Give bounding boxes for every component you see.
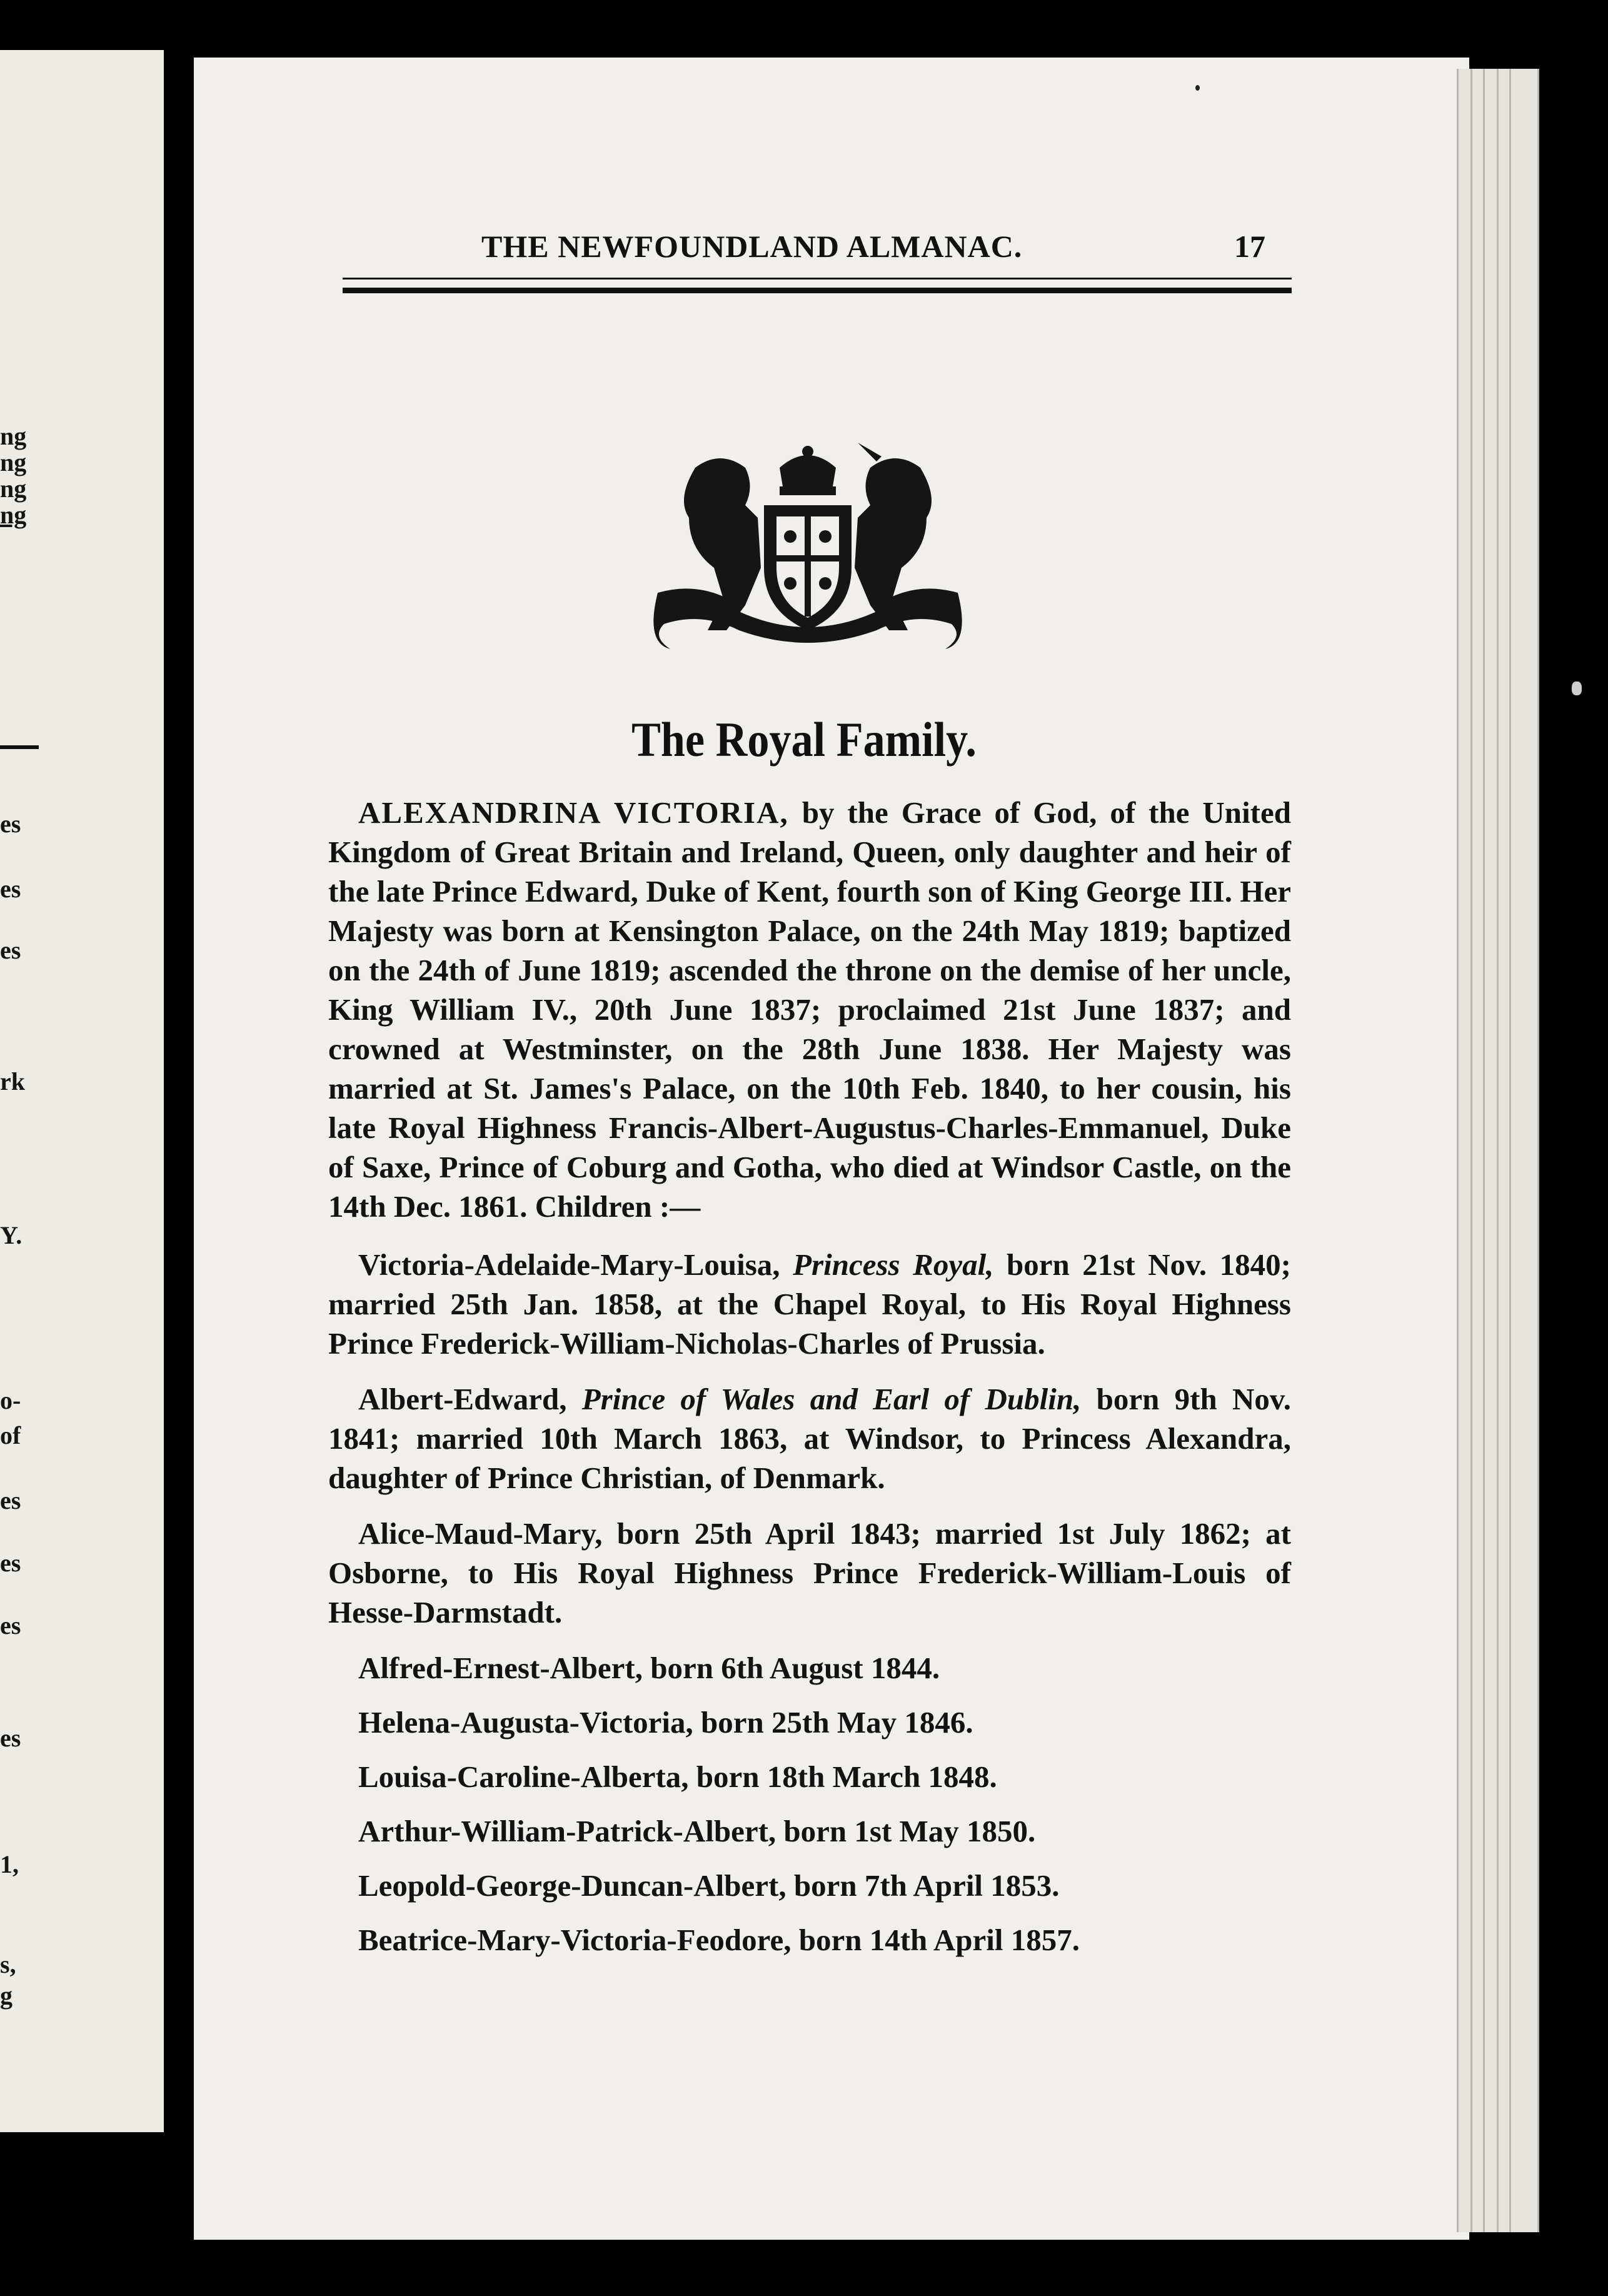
left-fragment: es	[0, 1611, 21, 1639]
royal-coat-of-arms-icon	[651, 443, 964, 655]
left-fragment: es	[0, 810, 21, 838]
paper-blemish	[1572, 682, 1582, 695]
left-fragment: ng	[0, 501, 27, 529]
left-fragment: es	[0, 936, 21, 964]
left-page-rule	[0, 745, 39, 749]
paragraph-text: born 21st Nov. 1840; married 25th Jan. 1858, at the Chapel Royal, to His Royal Highness Prince Frederick-William-Nicholas-Charles of Prussia.	[328, 1247, 1292, 1361]
ink-spot	[1195, 85, 1200, 91]
child-line: Louisa-Caroline-Alberta, born 18th March 1848.	[358, 1760, 997, 1794]
paragraph-text: Victoria-Adelaide-Mary-Louisa,	[358, 1247, 793, 1282]
left-fragment: es	[0, 1724, 21, 1752]
page-number: 17	[1234, 229, 1265, 264]
paragraph-text: by the Grace of God, of the United Kingdom of Great Britain and Ireland, Queen, only daughter and heir of the late Prince Edward, Duke of Kent, fourth son of King George III. Her Majesty was born at Kensington Palace, on the 24th May 1819; baptized on the 24th of June 1819; ascended the throne on the demise of her uncle, King William IV., 20th June 1837; proclaimed 21st June 1837; and crowned at Westminster, on the 28th June 1838. Her Majesty was married at St. James's Palace, on the 10th Feb. 1840, to her cousin, his late Royal Highness Francis-Albert-Augustus-Charles-Emmanuel, Duke of Saxe, Prince of Coburg and Gotha, who died at Windsor Castle, on the 14th Dec. 1861. Children :—	[328, 795, 1291, 1224]
child-line: Beatrice-Mary-Victoria-Feodore, born 14th April 1857.	[358, 1923, 1080, 1957]
child-line: Leopold-George-Duncan-Albert, born 7th April 1853.	[358, 1868, 1060, 1903]
child-line: Arthur-William-Patrick-Albert, born 1st May 1850.	[358, 1814, 1036, 1848]
left-fragment: o-	[0, 1386, 21, 1414]
running-title: THE NEWFOUNDLAND ALMANAC.	[481, 229, 1023, 264]
paragraph-text: Albert-Edward,	[358, 1382, 582, 1416]
section-title: The Royal Family.	[631, 712, 977, 767]
left-fragment: es	[0, 875, 21, 903]
left-fragment: rk	[0, 1067, 25, 1095]
child-line: Helena-Augusta-Victoria, born 25th May 1846.	[358, 1705, 973, 1740]
left-fragment: 1,	[0, 1850, 19, 1878]
left-fragment: es	[0, 1486, 21, 1514]
left-fragment: of	[0, 1421, 21, 1449]
left-fragment: Y.	[0, 1221, 23, 1249]
title-italic: Prince of Wales and Earl of Dublin,	[581, 1382, 1082, 1416]
title-italic: Princess Royal,	[793, 1247, 994, 1282]
header-rule-thick	[343, 288, 1292, 293]
left-fragment: s,	[0, 1950, 16, 1978]
paragraph-alice: Alice-Maud-Mary, born 25th April 1843; married 1st July 1862; at Osborne, to His Royal Highness Prince Frederick-William-Louis of Hesse-Darmstadt.	[328, 1516, 1291, 1629]
left-fragment: g	[0, 1981, 13, 2010]
left-fragment: ng	[0, 448, 27, 476]
page-edge	[1509, 69, 1539, 2232]
child-line: Alfred-Ernest-Albert, born 6th August 1844.	[358, 1651, 940, 1685]
left-fragment: ng	[0, 422, 27, 450]
sovereign-name: ALEXANDRINA VICTORIA,	[358, 795, 789, 830]
left-page-strip	[0, 50, 164, 2132]
left-fragment: es	[0, 1549, 21, 1577]
header-rule-thin	[343, 278, 1292, 279]
paragraph-victoria	[328, 793, 1291, 1226]
body-text	[328, 793, 1291, 1975]
paragraph-princess-royal	[328, 1245, 1291, 1363]
left-fragment: ng	[0, 475, 27, 503]
paragraph-prince-of-wales	[328, 1379, 1291, 1498]
paragraph-text: born 9th Nov. 1841; married 10th March 1863, at Windsor, to Princess Alexandra, daughter of Prince Christian, of Denmark.	[328, 1382, 1291, 1495]
